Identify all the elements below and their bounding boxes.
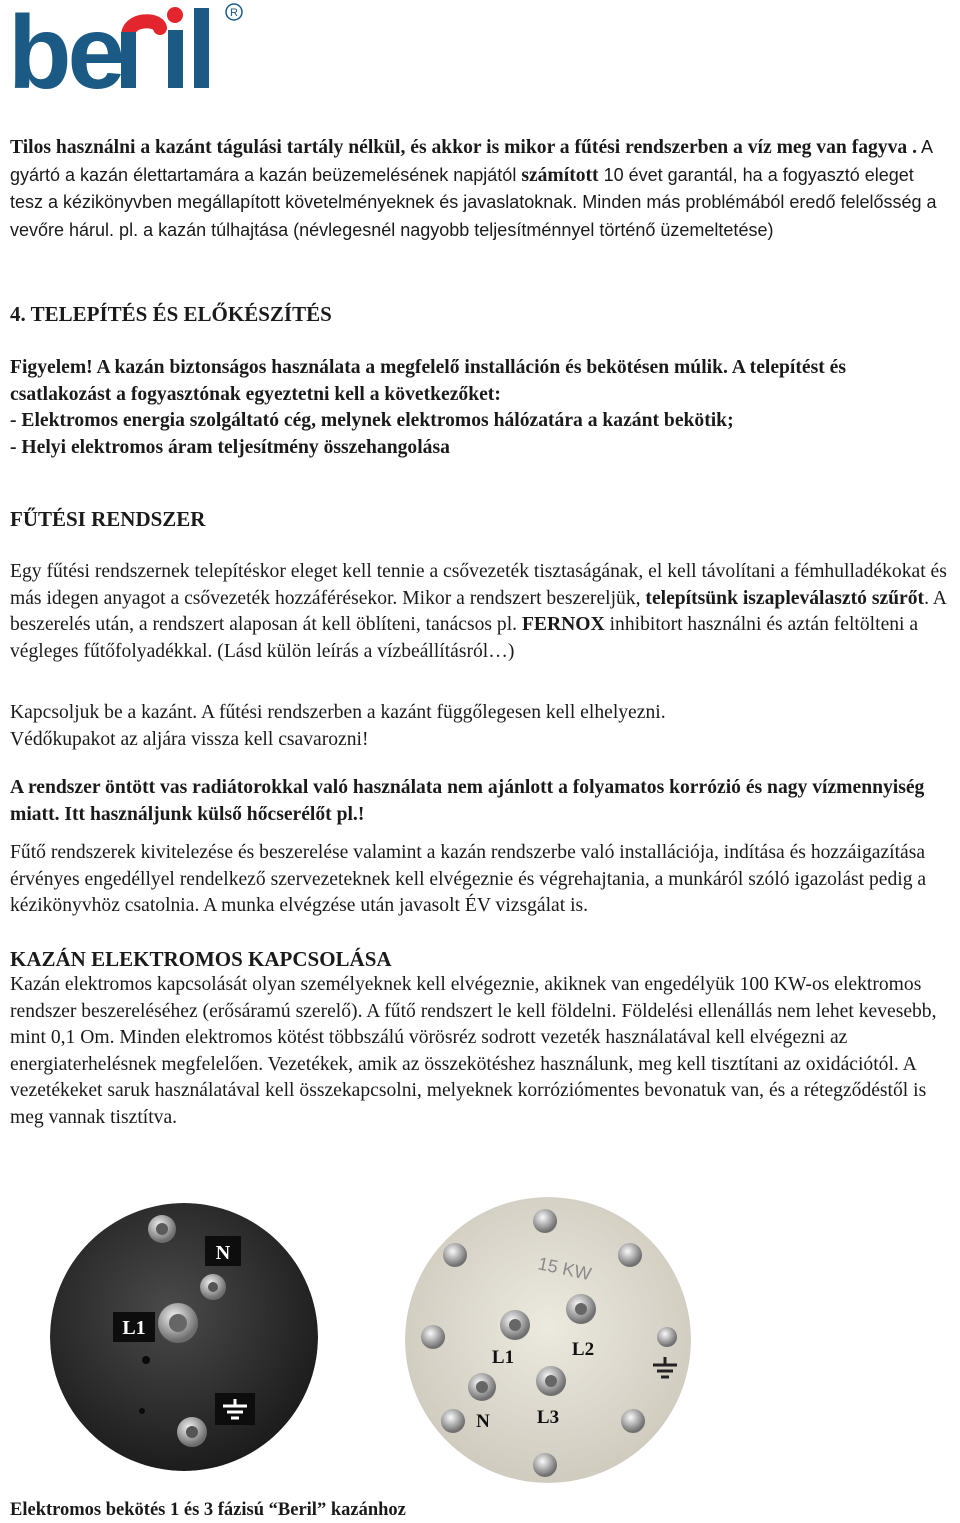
electrical-paragraph: Kazán elektromos kapcsolását olyan személyeknek kell elvégeznie, akiknek van engedélyük 100 KW-os elektromos rendszer beszereléséhez (erősáramú szerelő). A fűtő rendszert le kell földelni. Földelési ellenállás nem lehet kevesebb, mint 0,1 Om. Minden elektromos kötést többszálú vörösréz sodrott vezeték használatával kell elvégezni az energiaterhelésnek megfelelően. Vezetékek, amik az összekötéshez használunk, meg kell tisztítani az oxidációtól. A vezetékeket saruk használatával kell összekapcsolni, melyeknek korróziómentes bevonatuk van, és a rétegződéstől is meg vannak tisztítva. (10, 974, 937, 1128)
heating-text-3: inhibitort használni és aztán feltölteni a végleges fűtőfolyadékkal. (Lásd külön leírás a vízbeállításról…) (10, 614, 919, 662)
beril-logo (8, 0, 248, 96)
beril-logo-graphic (8, 0, 248, 96)
registered-mark: R (230, 7, 238, 19)
svg-text:be: be (8, 0, 122, 96)
terminal-label-n: N (476, 1411, 490, 1432)
terminal-label-l3: L3 (536, 1407, 560, 1428)
installer-paragraph: Fűtő rendszerek kivitelezése és beszerelése valamint a kazán rendszerbe való installációja, indítása és hozzáigazítása érvényes engedéllyel rendelkező szervezeteknek kell elvégeznie és végrehajtania, a munkáról szóló igazolást pedig a kézikönyvhöz csatolnia. A munka elvégzése után javasolt ÉV vizsgálat is. (10, 842, 927, 916)
terminal-label-l1: L1 (122, 1317, 146, 1339)
heating-text-2: . A beszerelés után, a rendszert alaposan át kell öblíteni, tanácsos pl. (10, 587, 946, 635)
photo-caption: Elektromos bekötés 1 és 3 fázisú “Beril” kazánhoz (10, 1500, 406, 1520)
heating-heading: FŰTÉSI RENDSZER (10, 507, 206, 531)
warning-block (10, 355, 950, 461)
single-phase-terminal-photo (50, 1203, 318, 1471)
warranty-text-1: A gyártó a kazán élettartamára a kazán beüzemelésének napjától (10, 137, 933, 185)
warranty-paragraph (10, 134, 950, 244)
heating-paragraph (10, 559, 950, 665)
install-line-1: Kapcsoljuk be a kazánt. A fűtési rendszerben a kazánt függőlegesen kell elhelyezni. (10, 702, 666, 723)
warranty-emph: számított (521, 164, 599, 186)
section-4-heading: 4. TELEPÍTÉS ÉS ELŐKÉSZÍTÉS (10, 302, 332, 326)
fernox-emph: FERNOX (521, 614, 605, 635)
three-phase-terminal-photo (405, 1197, 691, 1483)
power-marking: 15 KW (536, 1253, 594, 1285)
warning-line-3: - Helyi elektromos áram teljesítmény összehangolása (10, 436, 450, 458)
heating-text-1: Egy fűtési rendszernek telepítéskor eleget kell tennie a csővezeték tisztaságának, el kell távolítani a fémhulladékokat és más idegen anyagot a csővezeték hozzáférésekor. Mikor a rendszert beszereljük, (10, 561, 947, 609)
install-instructions (10, 700, 950, 753)
radiator-warning: A rendszer öntött vas radiátorokkal való használata nem ajánlott a folyamatos korrózió és nagy vízmennyiség miatt. Itt használjunk külső hőcserélőt pl.! (10, 777, 925, 825)
terminal-label-l1: L1 (491, 1347, 515, 1368)
warning-line-2: - Elektromos energia szolgáltató cég, melynek elektromos hálózatára a kazánt bekötik; (10, 410, 734, 431)
terminal-label-n: N (215, 1242, 231, 1264)
warning-line-1: Figyelem! A kazán biztonságos használata a megfelelő installáción és bekötésen múlik. A telepítést és csatlakozást a fogyasztónak egyeztetni kell a következőket: (10, 357, 846, 405)
no-expansion-tank-warning: Tilos használni a kazánt tágulási tartály nélkül, és akkor is mikor a fűtési rendszerben a víz meg van fagyva . (10, 137, 917, 158)
warranty-text-2: 10 évet garantál, ha a fogyasztó eleget tesz a kézikönyvben megállapított követelményeknek és javaslatoknak. Minden más problémából eredő felelősség a vevőre hárul. pl. a kazán túlhajtása (névlegesnél nagyobb teljesítménnyel történő üzemeltetése) (10, 164, 937, 240)
terminal-label-l2: L2 (571, 1339, 595, 1360)
heating-filter-emph: telepítsünk iszapleválasztó szűrőt (645, 587, 925, 609)
electrical-heading: KAZÁN ELEKTROMOS KAPCSOLÁSA (10, 947, 392, 971)
install-line-2: Védőkupakot az aljára vissza kell csavarozni! (10, 728, 369, 750)
